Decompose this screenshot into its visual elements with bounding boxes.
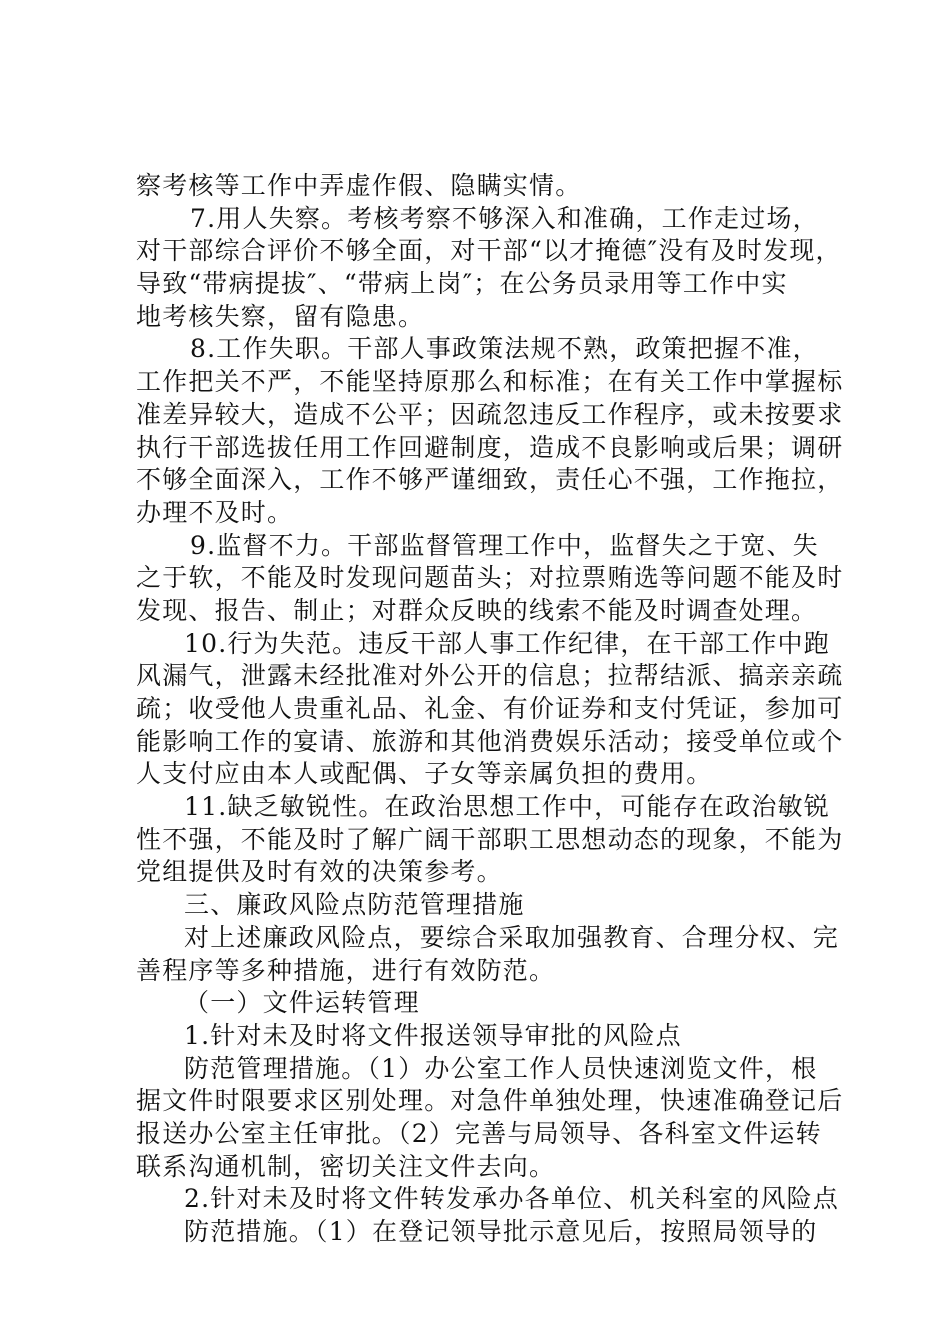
text-line: 人支付应由本人或配偶、子女等亲属负担的费用。 [136,759,713,789]
text-line: 对干部综合评价不够全面，对干部“以才掩德″没有及时发现， [136,236,842,266]
text-line: 报送办公室主任审批。（2）完善与局领导、各科室文件运转 [136,1118,822,1148]
text-line: 据文件时限要求区别处理。对急件单独处理，快速准确登记后 [136,1086,844,1116]
text-line: 疏；收受他人贵重礼品、礼金、有价证券和支付凭证，参加可 [136,694,844,723]
paragraph-heading-8: 8.工作失职。干部人事政策法规不熟，政策把握不准， [190,334,819,364]
text-line: 不够全面深入，工作不够严谨细致，责任心不强，工作拖拉， [136,465,844,495]
item-heading-1: 1.针对未及时将文件报送领导审批的风险点 [184,1020,682,1050]
paragraph-heading-10: 10.行为失范。违反干部人事工作纪律，在干部工作中跑 [184,628,830,658]
text-line: 办理不及时。 [136,497,294,527]
text-line: 风漏气，泄露未经批准对外公开的信息；拉帮结派、搞亲亲疏 [136,661,844,691]
text-line: 性不强，不能及时了解广阔干部职工思想动态的现象，不能为 [136,824,844,854]
text-line: 党组提供及时有效的决策参考。 [136,857,503,887]
text-line: 能影响工作的宴请、旅游和其他消费娱乐活动；接受单位或个 [136,726,844,756]
text-line: 善程序等多种措施，进行有效防范。 [136,955,556,985]
section-heading: 三、廉政风险点防范管理措施 [184,890,525,920]
text-line: 准差异较大，造成不公平；因疏忽违反工作程序，或未按要求 [136,399,844,429]
paragraph-heading-11: 11.缺乏敏锐性。在政治思想工作中，可能存在政治敏锐 [184,792,830,822]
text-line: 导致“带病提拔″、“带病上岗″；在公务员录用等工作中实 [136,269,788,299]
paragraph-line: 防范管理措施。（1）办公室工作人员快速浏览文件，根 [184,1053,818,1083]
paragraph-line: 防范措施。（1）在登记领导批示意见后，按照局领导的 [184,1217,818,1246]
text-line: 联系沟通机制，密切关注文件去向。 [136,1151,556,1181]
text-line: 执行干部选拔任用工作回避制度，造成不良影响或后果；调研 [136,432,844,462]
text-line: 工作把关不严，不能坚持原那么和标准；在有关工作中掌握标 [136,367,844,397]
text-line: 地考核失察，留有隐患。 [136,301,425,331]
paragraph-heading-7: 7.用人失察。考核考察不够深入和准确，工作走过场， [190,203,819,233]
paragraph-heading-9: 9.监督不力。干部监督管理工作中，监督失之于宽、失 [190,530,819,560]
subsection-heading: （一）文件运转管理 [184,988,420,1018]
text-line: 察考核等工作中弄虚作假、隐瞒实情。 [136,171,582,200]
document-body [136,170,844,1249]
text-line: 发现、报告、制止；对群众反映的线索不能及时调查处理。 [136,595,818,625]
text-line: 之于软，不能及时发现问题苗头；对拉票贿选等问题不能及时 [136,563,844,593]
paragraph-line: 对上述廉政风险点，要综合采取加强教育、合理分权、完 [184,922,840,952]
item-heading-2: 2.针对未及时将文件转发承办各单位、机关科室的风险点 [184,1184,840,1214]
